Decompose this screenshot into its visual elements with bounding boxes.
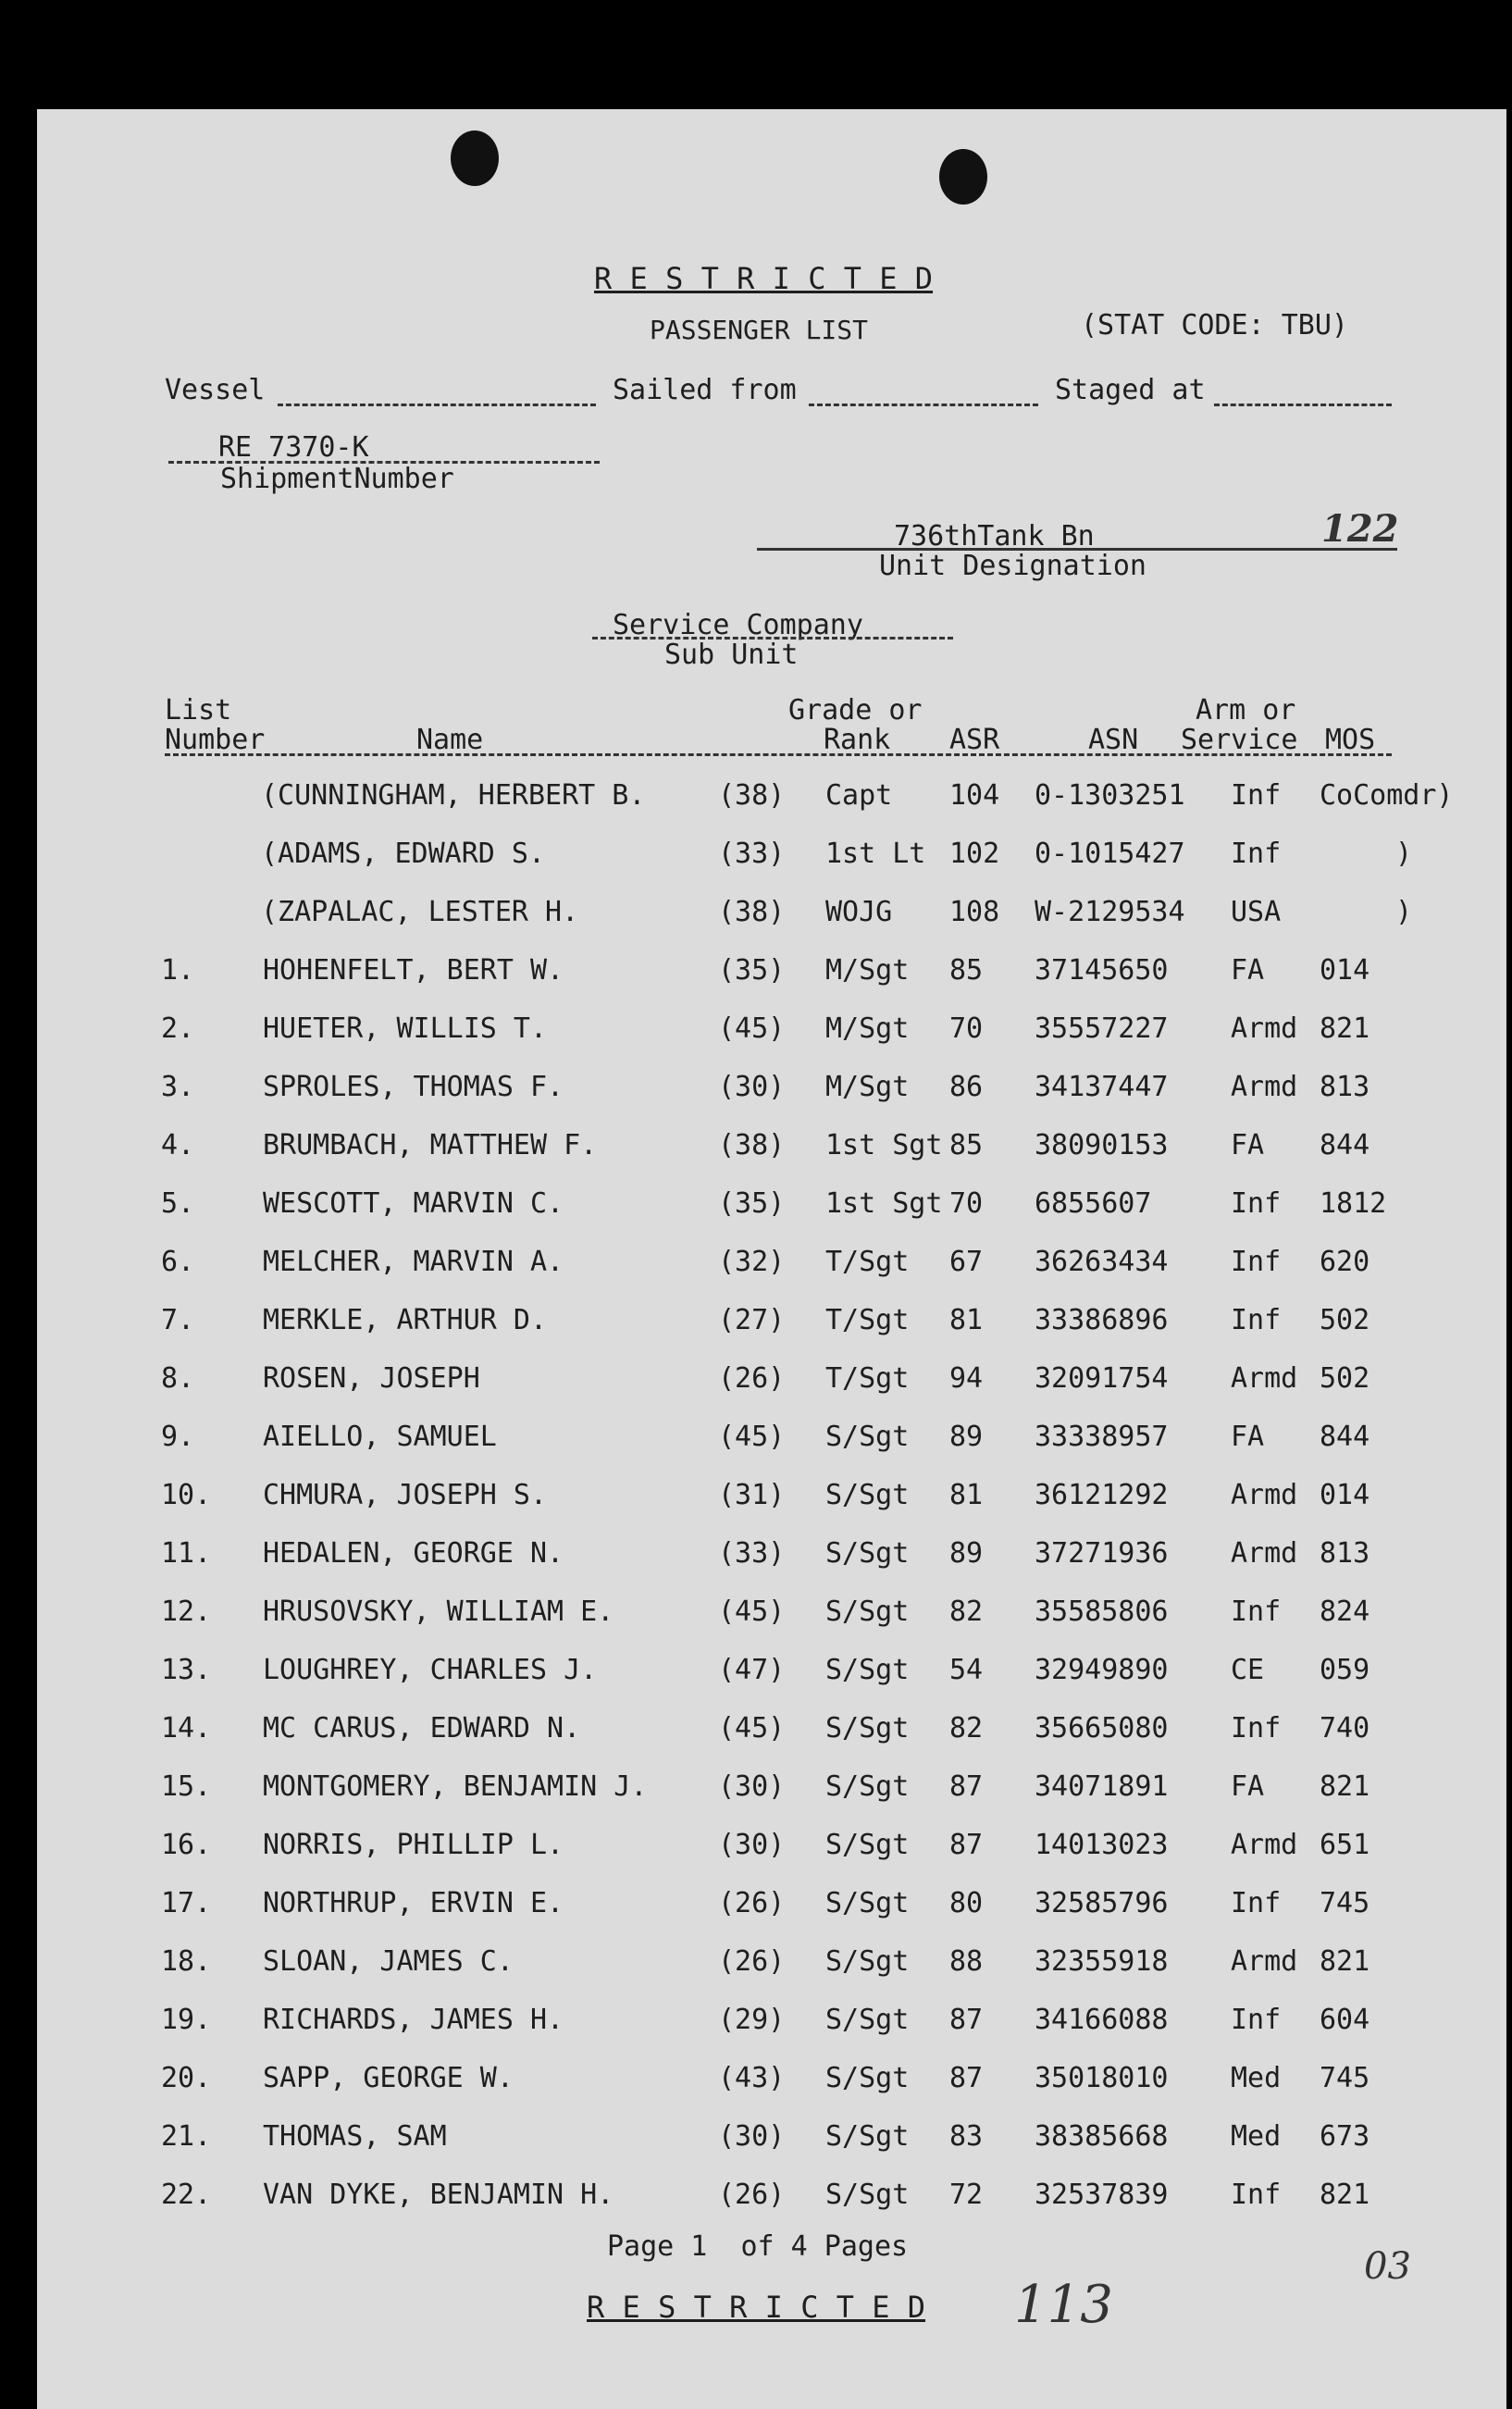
row-grade: S/Sgt xyxy=(825,1712,910,1745)
row-asr: 85 xyxy=(949,1129,984,1161)
row-name: MELCHER, MARVIN A. xyxy=(263,1246,564,1278)
row-grade: M/Sgt xyxy=(825,1012,910,1045)
row-arm: Inf xyxy=(1231,838,1282,870)
row-arm: FA xyxy=(1231,1129,1265,1161)
row-arm: Inf xyxy=(1231,1187,1282,1220)
row-asn: 32091754 xyxy=(1035,1362,1169,1395)
row-grade: S/Sgt xyxy=(825,1537,910,1570)
row-asn: 32537839 xyxy=(1035,2179,1169,2211)
row-list-number: 22. xyxy=(161,2179,212,2211)
row-age: (33) xyxy=(718,1537,786,1570)
row-grade: WOJG xyxy=(825,896,893,928)
shipment-number: RE 7370-K xyxy=(218,431,369,464)
row-asn: 34166088 xyxy=(1035,2004,1169,2036)
row-mos: 821 xyxy=(1320,1012,1370,1045)
row-name: THOMAS, SAM xyxy=(263,2120,447,2153)
row-mos: 1812 xyxy=(1320,1187,1387,1220)
row-asr: 80 xyxy=(949,1887,984,1919)
row-list-number: 21. xyxy=(161,2120,212,2153)
row-list-number: 20. xyxy=(161,2062,212,2094)
row-grade: S/Sgt xyxy=(825,2179,910,2211)
row-mos: 604 xyxy=(1320,2004,1370,2036)
row-grade: M/Sgt xyxy=(825,954,910,987)
row-arm: FA xyxy=(1231,1421,1265,1453)
row-list-number: 8. xyxy=(161,1362,195,1395)
row-name: MERKLE, ARTHUR D. xyxy=(263,1304,548,1336)
row-mos: 673 xyxy=(1320,2120,1370,2153)
staged-at-label: Staged at xyxy=(1055,374,1206,406)
row-asr: 108 xyxy=(949,896,1000,928)
row-asn: 14013023 xyxy=(1035,1829,1169,1861)
row-arm: Inf xyxy=(1231,1304,1282,1336)
row-age: (38) xyxy=(718,896,786,928)
row-age: (35) xyxy=(718,1187,786,1220)
row-mos: ) xyxy=(1395,838,1413,870)
row-asn: 6855607 xyxy=(1035,1187,1152,1220)
row-asn: 34071891 xyxy=(1035,1770,1169,1803)
row-grade: T/Sgt xyxy=(825,1304,910,1336)
row-age: (33) xyxy=(718,838,786,870)
vessel-label: Vessel xyxy=(165,374,266,406)
row-age: (45) xyxy=(718,1012,786,1045)
row-list-number: 16. xyxy=(161,1829,212,1861)
row-arm: Inf xyxy=(1231,1712,1282,1745)
row-name: BRUMBACH, MATTHEW F. xyxy=(263,1129,598,1161)
row-asn: 32355918 xyxy=(1035,1945,1169,1978)
row-mos: 620 xyxy=(1320,1246,1370,1278)
row-age: (47) xyxy=(718,1654,786,1686)
row-arm: Armd xyxy=(1231,1071,1298,1103)
vessel-field xyxy=(278,404,596,406)
unit-designation: 736thTank Bn xyxy=(894,520,1095,553)
row-grade: S/Sgt xyxy=(825,1596,910,1628)
row-mos: 844 xyxy=(1320,1421,1370,1453)
staged-at-field xyxy=(1214,404,1392,406)
row-asr: 72 xyxy=(949,2179,984,2211)
row-asr: 89 xyxy=(949,1537,984,1570)
row-mos: 844 xyxy=(1320,1129,1370,1161)
row-grade: S/Sgt xyxy=(825,1945,910,1978)
row-asr: 86 xyxy=(949,1071,984,1103)
col-asn: ASN xyxy=(1088,724,1139,756)
row-mos: 740 xyxy=(1320,1712,1370,1745)
row-asr: 81 xyxy=(949,1479,984,1511)
row-grade: 1st Lt xyxy=(825,838,926,870)
row-grade: S/Sgt xyxy=(825,1654,910,1686)
row-mos: ) xyxy=(1395,896,1413,928)
row-name: MC CARUS, EDWARD N. xyxy=(263,1712,581,1745)
row-arm: Inf xyxy=(1231,2004,1282,2036)
punch-hole-right xyxy=(939,149,987,205)
row-asn: 36263434 xyxy=(1035,1246,1169,1278)
row-name: CHMURA, JOSEPH S. xyxy=(263,1479,548,1511)
row-arm: USA xyxy=(1231,896,1282,928)
row-list-number: 17. xyxy=(161,1887,212,1919)
row-list-number: 3. xyxy=(161,1071,195,1103)
row-grade: T/Sgt xyxy=(825,1246,910,1278)
row-arm: Inf xyxy=(1231,1596,1282,1628)
row-age: (45) xyxy=(718,1596,786,1628)
row-mos: 059 xyxy=(1320,1654,1370,1686)
restricted-header: R E S T R I C T E D xyxy=(594,261,934,296)
row-mos: 651 xyxy=(1320,1829,1370,1861)
row-list-number: 14. xyxy=(161,1712,212,1745)
row-age: (30) xyxy=(718,1829,786,1861)
row-asr: 87 xyxy=(949,1770,984,1803)
row-list-number: 4. xyxy=(161,1129,195,1161)
row-name: SPROLES, THOMAS F. xyxy=(263,1071,564,1103)
row-age: (31) xyxy=(718,1479,786,1511)
row-list-number: 13. xyxy=(161,1654,212,1686)
row-arm: Armd xyxy=(1231,1479,1298,1511)
row-asn: 32949890 xyxy=(1035,1654,1169,1686)
col-grade: Rank xyxy=(824,724,891,756)
row-arm: Med xyxy=(1231,2120,1282,2153)
row-grade: S/Sgt xyxy=(825,2120,910,2153)
row-age: (26) xyxy=(718,1945,786,1978)
row-mos: 821 xyxy=(1320,1945,1370,1978)
row-age: (30) xyxy=(718,1071,786,1103)
row-list-number: 9. xyxy=(161,1421,195,1453)
row-name: ROSEN, JOSEPH xyxy=(263,1362,480,1395)
sub-unit: Service Company xyxy=(613,609,863,641)
row-list-number: 1. xyxy=(161,954,195,987)
row-mos: 014 xyxy=(1320,1479,1370,1511)
row-asr: 85 xyxy=(949,954,984,987)
row-age: (29) xyxy=(718,2004,786,2036)
row-name: NORTHRUP, ERVIN E. xyxy=(263,1887,564,1919)
row-list-number: 2. xyxy=(161,1012,195,1045)
row-asr: 82 xyxy=(949,1596,984,1628)
row-asr: 102 xyxy=(949,838,1000,870)
row-name: HOHENFELT, BERT W. xyxy=(263,954,564,987)
row-asn: 37145650 xyxy=(1035,954,1169,987)
row-arm: CE xyxy=(1231,1654,1265,1686)
row-asn: 37271936 xyxy=(1035,1537,1169,1570)
row-arm: FA xyxy=(1231,1770,1265,1803)
col-asr: ASR xyxy=(949,724,1000,756)
row-age: (38) xyxy=(718,779,786,812)
row-grade: S/Sgt xyxy=(825,1887,910,1919)
row-name: AIELLO, SAMUEL xyxy=(263,1421,497,1453)
row-asn: 38090153 xyxy=(1035,1129,1169,1161)
sailed-from-field xyxy=(809,404,1038,406)
row-name: MONTGOMERY, BENJAMIN J. xyxy=(263,1770,648,1803)
row-arm: Inf xyxy=(1231,1246,1282,1278)
row-name: (ZAPALAC, LESTER H. xyxy=(261,896,579,928)
row-asn: 35585806 xyxy=(1035,1596,1169,1628)
row-grade: T/Sgt xyxy=(825,1362,910,1395)
row-grade: S/Sgt xyxy=(825,1479,910,1511)
row-name: NORRIS, PHILLIP L. xyxy=(263,1829,564,1861)
row-list-number: 18. xyxy=(161,1945,212,1978)
row-age: (26) xyxy=(718,1887,786,1919)
row-grade: 1st Sgt xyxy=(825,1129,943,1161)
row-list-number: 6. xyxy=(161,1246,195,1278)
row-list-number: 5. xyxy=(161,1187,195,1220)
row-list-number: 11. xyxy=(161,1537,212,1570)
row-list-number: 12. xyxy=(161,1596,212,1628)
row-asn: 36121292 xyxy=(1035,1479,1169,1511)
row-arm: Armd xyxy=(1231,1362,1298,1395)
row-asr: 87 xyxy=(949,2004,984,2036)
handwritten-corner-mark: 03 xyxy=(1364,2245,1411,2288)
row-arm: Armd xyxy=(1231,1537,1298,1570)
document-title: PASSENGER LIST xyxy=(650,315,869,345)
col-mos: MOS xyxy=(1325,724,1376,756)
row-asr: 70 xyxy=(949,1187,984,1220)
row-arm: Med xyxy=(1231,2062,1282,2094)
row-grade: 1st Sgt xyxy=(825,1187,943,1220)
row-arm: Armd xyxy=(1231,1945,1298,1978)
punch-hole-left xyxy=(451,130,499,186)
row-mos: 824 xyxy=(1320,1596,1370,1628)
row-grade: S/Sgt xyxy=(825,1770,910,1803)
row-asn: 38385668 xyxy=(1035,2120,1169,2153)
row-age: (43) xyxy=(718,2062,786,2094)
row-list-number: 19. xyxy=(161,2004,212,2036)
row-grade: M/Sgt xyxy=(825,1071,910,1103)
sailed-from-label: Sailed from xyxy=(613,374,797,406)
row-name: SLOAN, JAMES C. xyxy=(263,1945,514,1978)
sub-unit-label: Sub Unit xyxy=(664,639,799,671)
col-arm: Service xyxy=(1181,724,1298,756)
stat-code: (STAT CODE: TBU) xyxy=(1081,309,1348,341)
row-asr: 83 xyxy=(949,2120,984,2153)
row-mos: 745 xyxy=(1320,1887,1370,1919)
row-name: (CUNNINGHAM, HERBERT B. xyxy=(261,779,646,812)
row-name: VAN DYKE, BENJAMIN H. xyxy=(263,2179,614,2211)
row-asn: 0-1303251 xyxy=(1035,779,1185,812)
row-mos: 502 xyxy=(1320,1362,1370,1395)
row-asr: 104 xyxy=(949,779,1000,812)
row-list-number: 15. xyxy=(161,1770,212,1803)
column-header-rule xyxy=(165,753,1392,756)
row-age: (30) xyxy=(718,2120,786,2153)
row-mos: CoComdr) xyxy=(1320,779,1454,812)
row-asr: 89 xyxy=(949,1421,984,1453)
col-arm-top: Arm or xyxy=(1196,694,1296,726)
row-list-number: 7. xyxy=(161,1304,195,1336)
row-age: (45) xyxy=(718,1712,786,1745)
row-asn: 33386896 xyxy=(1035,1304,1169,1336)
row-age: (30) xyxy=(718,1770,786,1803)
row-asn: 33338957 xyxy=(1035,1421,1169,1453)
row-asr: 70 xyxy=(949,1012,984,1045)
row-age: (27) xyxy=(718,1304,786,1336)
row-asr: 67 xyxy=(949,1246,984,1278)
row-mos: 745 xyxy=(1320,2062,1370,2094)
row-name: HEDALEN, GEORGE N. xyxy=(263,1537,564,1570)
row-asn: 34137447 xyxy=(1035,1071,1169,1103)
row-asn: 0-1015427 xyxy=(1035,838,1185,870)
row-arm: FA xyxy=(1231,954,1265,987)
row-arm: Armd xyxy=(1231,1012,1298,1045)
row-age: (38) xyxy=(718,1129,786,1161)
row-grade: S/Sgt xyxy=(825,2062,910,2094)
row-asr: 88 xyxy=(949,1945,984,1978)
row-mos: 821 xyxy=(1320,1770,1370,1803)
unit-designation-label: Unit Designation xyxy=(879,550,1146,582)
page-info: Page 1 of 4 Pages xyxy=(607,2230,909,2263)
row-mos: 821 xyxy=(1320,2179,1370,2211)
row-arm: Inf xyxy=(1231,779,1282,812)
row-asr: 87 xyxy=(949,2062,984,2094)
row-age: (26) xyxy=(718,2179,786,2211)
shipment-number-label: ShipmentNumber xyxy=(220,463,454,495)
col-list-number: Number xyxy=(165,724,266,756)
row-grade: S/Sgt xyxy=(825,1829,910,1861)
row-asn: 35018010 xyxy=(1035,2062,1169,2094)
row-list-number: 10. xyxy=(161,1479,212,1511)
row-asn: W-2129534 xyxy=(1035,896,1185,928)
row-name: LOUGHREY, CHARLES J. xyxy=(263,1654,598,1686)
restricted-footer: R E S T R I C T E D xyxy=(587,2290,926,2325)
row-asn: 35557227 xyxy=(1035,1012,1169,1045)
handwritten-number: 113 xyxy=(1014,2275,1113,2335)
row-age: (32) xyxy=(718,1246,786,1278)
col-list-number-top: List xyxy=(165,694,232,726)
row-asn: 32585796 xyxy=(1035,1887,1169,1919)
row-asr: 81 xyxy=(949,1304,984,1336)
handwritten-page-number: 122 xyxy=(1321,507,1399,551)
row-name: HUETER, WILLIS T. xyxy=(263,1012,548,1045)
row-asr: 94 xyxy=(949,1362,984,1395)
row-arm: Inf xyxy=(1231,1887,1282,1919)
row-asr: 87 xyxy=(949,1829,984,1861)
row-arm: Inf xyxy=(1231,2179,1282,2211)
row-name: SAPP, GEORGE W. xyxy=(263,2062,514,2094)
row-name: RICHARDS, JAMES H. xyxy=(263,2004,564,2036)
row-asr: 54 xyxy=(949,1654,984,1686)
row-name: HRUSOVSKY, WILLIAM E. xyxy=(263,1596,614,1628)
row-age: (45) xyxy=(718,1421,786,1453)
row-grade: S/Sgt xyxy=(825,1421,910,1453)
row-name: WESCOTT, MARVIN C. xyxy=(263,1187,564,1220)
row-age: (26) xyxy=(718,1362,786,1395)
row-mos: 813 xyxy=(1320,1537,1370,1570)
row-mos: 813 xyxy=(1320,1071,1370,1103)
col-grade-top: Grade or xyxy=(788,694,923,726)
row-asn: 35665080 xyxy=(1035,1712,1169,1745)
col-name: Name xyxy=(416,724,484,756)
row-mos: 014 xyxy=(1320,954,1370,987)
row-arm: Armd xyxy=(1231,1829,1298,1861)
row-name: (ADAMS, EDWARD S. xyxy=(261,838,546,870)
row-grade: Capt xyxy=(825,779,893,812)
row-mos: 502 xyxy=(1320,1304,1370,1336)
row-age: (35) xyxy=(718,954,786,987)
row-asr: 82 xyxy=(949,1712,984,1745)
row-grade: S/Sgt xyxy=(825,2004,910,2036)
